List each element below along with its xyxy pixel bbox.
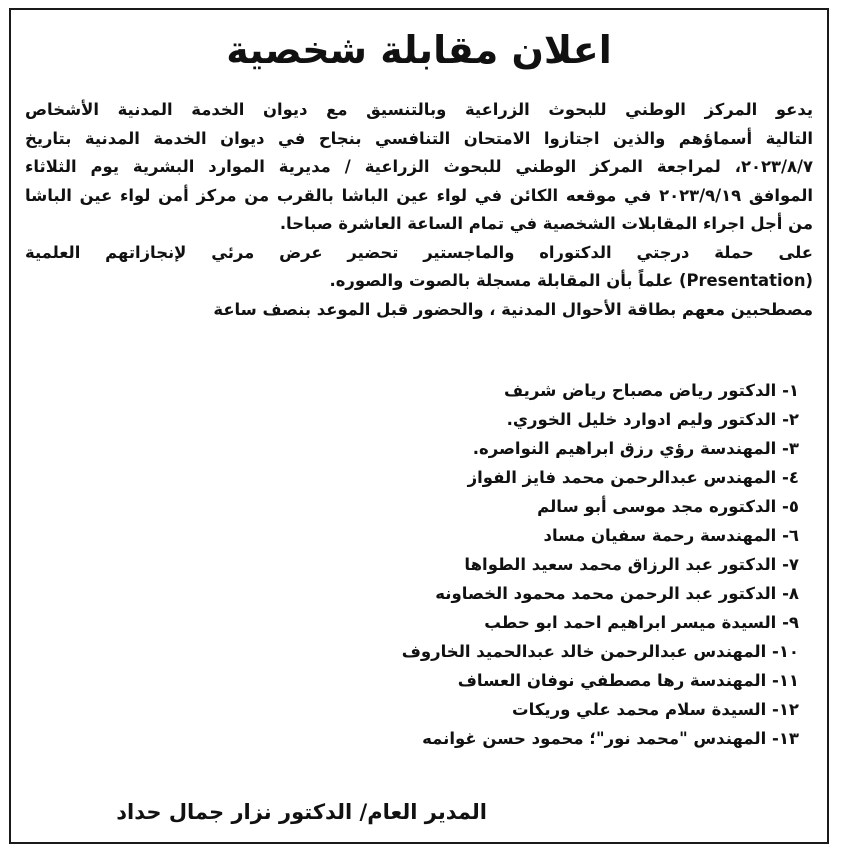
announcement-title: اعلان مقابلة شخصية bbox=[226, 28, 612, 72]
paragraph-line: من أجل اجراء المقابلات الشخصية في تمام الساعة العاشرة صباحا. bbox=[279, 214, 813, 233]
list-item: ٣- المهندسة رؤي رزق ابراهيم النواصره. bbox=[472, 439, 799, 458]
announcement-body bbox=[25, 96, 813, 324]
paragraph-line: يدعو المركز الوطني للبحوث الزراعية وبالتنسيق مع ديوان الخدمة المدنية الأشخاص bbox=[25, 100, 813, 119]
paragraph-line: التالية أسماؤهم والذين اجتازوا الامتحان التنافسي بنجاح في ديوان الخدمة المدنية بتاريخ bbox=[25, 128, 813, 148]
list-item: ٩- السيدة ميسر ابراهيم احمد ابو حطب bbox=[484, 613, 799, 632]
paragraph-line: (Presentation) علماً بأن المقابلة مسجلة بالصوت والصوره. bbox=[329, 271, 813, 290]
list-item: ٤- المهندس عبدالرحمن محمد فايز الفواز bbox=[467, 468, 799, 487]
signature-line: المدير العام/ الدكتور نزار جمال حداد bbox=[116, 800, 487, 824]
list-item: ٦- المهندسة رحمة سفيان مساد bbox=[543, 526, 799, 545]
list-item: ٢- الدكتور وليم ادوارد خليل الخوري. bbox=[506, 410, 799, 429]
announcement-frame bbox=[9, 8, 829, 844]
paragraph-line: ٢٠٢٣/٨/٧، لمراجعة المركز الوطني للبحوث الزراعية / مديرية الموارد البشرية يوم الثلاثاء bbox=[25, 157, 813, 176]
list-item: ١- الدكتور رياض مصباح رياض شريف bbox=[503, 381, 799, 400]
list-item: ١٢- السيدة سلام محمد علي وريكات bbox=[512, 700, 799, 719]
list-item: ١١- المهندسة رها مصطفي نوفان العساف bbox=[457, 671, 799, 690]
paragraph-line: الموافق ٢٠٢٣/٩/١٩ في موقعه الكائن في لواء عين الباشا بالقرب من مركز أمن لواء عين الباشا bbox=[25, 185, 813, 205]
list-item: ٨- الدكتور عبد الرحمن محمد محمود الخصاونه bbox=[435, 584, 799, 603]
list-item: ١٠- المهندس عبدالرحمن خالد عبدالحميد الخاروف bbox=[401, 642, 799, 661]
candidate-list bbox=[402, 376, 799, 753]
list-item: ٧- الدكتور عبد الرزاق محمد سعيد الطواها bbox=[464, 555, 799, 574]
list-item: ١٣- المهندس "محمد نور"؛ محمود حسن غوانمه bbox=[422, 729, 799, 748]
paragraph-line: على حملة درجتي الدكتوراه والماجستير تحضير عرض مرئي لإنجازاتهم العلمية bbox=[25, 242, 813, 262]
list-item: ٥- الدكتوره مجد موسى أبو سالم bbox=[537, 497, 799, 516]
paragraph-line: مصطحبين معهم بطاقة الأحوال المدنية ، والحضور قبل الموعد بنصف ساعة bbox=[213, 299, 813, 319]
